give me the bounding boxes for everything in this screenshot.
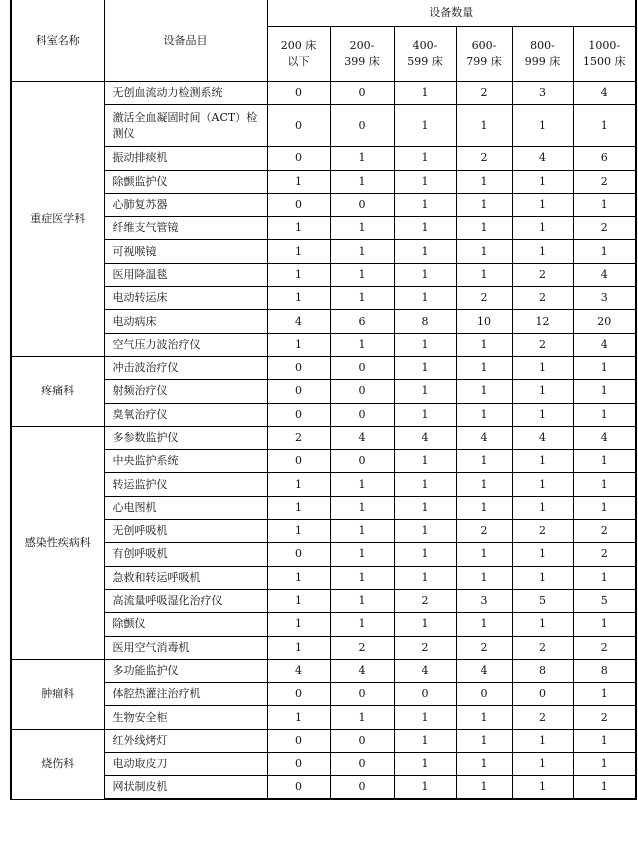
quantity-cell: 2: [330, 636, 394, 659]
quantity-cell: 0: [267, 193, 330, 216]
quantity-cell: 0: [330, 356, 394, 379]
quantity-cell: 1: [573, 380, 636, 403]
table-body: [11, 82, 636, 800]
quantity-cell: 6: [330, 310, 394, 333]
quantity-cell: 1: [394, 729, 456, 752]
table-row: [11, 356, 636, 379]
department-name: 感染性疾病科: [11, 426, 104, 659]
quantity-cell: 0: [267, 776, 330, 799]
quantity-cell: 2: [512, 287, 573, 310]
equipment-item: 无创呼吸机: [104, 520, 267, 543]
equipment-item: 除颤监护仪: [104, 170, 267, 193]
header-bed-range-line: 999 床: [524, 55, 561, 68]
table-row: [11, 380, 636, 403]
quantity-cell: 1: [267, 589, 330, 612]
quantity-cell: 2: [267, 426, 330, 449]
table-row: [11, 426, 636, 449]
equipment-item: 转运监护仪: [104, 473, 267, 496]
quantity-cell: 1: [456, 105, 512, 147]
header-department: 科室名称: [11, 0, 104, 82]
quantity-cell: 1: [330, 543, 394, 566]
table-row: [11, 566, 636, 589]
quantity-cell: 0: [394, 683, 456, 706]
table-row: [11, 170, 636, 193]
quantity-cell: 1: [330, 217, 394, 240]
quantity-cell: 1: [512, 566, 573, 589]
equipment-item: 除颤仪: [104, 613, 267, 636]
quantity-cell: 1: [394, 613, 456, 636]
equipment-item: 心电图机: [104, 496, 267, 519]
quantity-cell: 1: [512, 380, 573, 403]
quantity-cell: 1: [512, 170, 573, 193]
quantity-cell: 1: [512, 543, 573, 566]
quantity-cell: 1: [456, 473, 512, 496]
header-bed-range: [267, 27, 330, 82]
quantity-cell: 0: [267, 403, 330, 426]
equipment-item: 冲击波治疗仪: [104, 356, 267, 379]
quantity-cell: 1: [456, 753, 512, 776]
table-row: [11, 636, 636, 659]
quantity-cell: 2: [512, 636, 573, 659]
quantity-cell: 1: [267, 566, 330, 589]
quantity-cell: 1: [573, 496, 636, 519]
quantity-cell: 0: [267, 729, 330, 752]
quantity-cell: 1: [573, 193, 636, 216]
header-bed-range: [512, 27, 573, 82]
quantity-cell: 1: [394, 543, 456, 566]
quantity-cell: 0: [330, 450, 394, 473]
quantity-cell: 1: [456, 170, 512, 193]
quantity-cell: 0: [330, 753, 394, 776]
equipment-item: 网状制皮机: [104, 776, 267, 799]
table-row: [11, 193, 636, 216]
quantity-cell: 4: [573, 426, 636, 449]
quantity-cell: 3: [573, 287, 636, 310]
quantity-cell: 1: [512, 403, 573, 426]
table-row: [11, 729, 636, 752]
quantity-cell: 1: [512, 473, 573, 496]
quantity-cell: 1: [330, 589, 394, 612]
quantity-cell: 1: [267, 706, 330, 729]
header-quantity-group: 设备数量: [267, 0, 636, 27]
table-row: [11, 450, 636, 473]
quantity-cell: 2: [512, 706, 573, 729]
quantity-cell: 4: [512, 147, 573, 170]
quantity-cell: 4: [512, 426, 573, 449]
equipment-item: 射频治疗仪: [104, 380, 267, 403]
quantity-cell: 4: [456, 426, 512, 449]
quantity-cell: 0: [267, 543, 330, 566]
header-bed-range-line: 399 床: [344, 55, 380, 68]
table-row: [11, 217, 636, 240]
quantity-cell: 1: [330, 287, 394, 310]
quantity-cell: 1: [394, 706, 456, 729]
quantity-cell: 1: [394, 566, 456, 589]
header-bed-range-line: 599 床: [407, 55, 443, 68]
quantity-cell: 1: [394, 263, 456, 286]
quantity-cell: 1: [330, 473, 394, 496]
quantity-cell: 1: [330, 706, 394, 729]
department-name: 肿瘤科: [11, 659, 104, 729]
quantity-cell: 1: [330, 613, 394, 636]
quantity-cell: 1: [456, 613, 512, 636]
quantity-cell: 1: [512, 240, 573, 263]
quantity-cell: 1: [456, 543, 512, 566]
quantity-cell: 2: [456, 520, 512, 543]
quantity-cell: 1: [394, 333, 456, 356]
header-bed-range: [456, 27, 512, 82]
table-row: [11, 310, 636, 333]
header-bed-range-line: 799 床: [466, 55, 502, 68]
quantity-cell: 1: [394, 240, 456, 263]
quantity-cell: 1: [456, 450, 512, 473]
table-row: [11, 496, 636, 519]
quantity-cell: 1: [394, 170, 456, 193]
quantity-cell: 1: [267, 496, 330, 519]
header-bed-range-line: 200 床: [280, 39, 317, 52]
quantity-cell: 4: [573, 333, 636, 356]
department-name: 重症医学科: [11, 82, 104, 357]
equipment-item: 心肺复苏器: [104, 193, 267, 216]
quantity-cell: 1: [456, 729, 512, 752]
quantity-cell: 0: [512, 683, 573, 706]
quantity-cell: 1: [267, 170, 330, 193]
quantity-cell: 2: [512, 333, 573, 356]
table-row: [11, 659, 636, 682]
quantity-cell: 5: [573, 589, 636, 612]
quantity-cell: 1: [267, 240, 330, 263]
quantity-cell: 0: [267, 356, 330, 379]
quantity-cell: 1: [330, 566, 394, 589]
quantity-cell: 1: [456, 217, 512, 240]
quantity-cell: 0: [330, 403, 394, 426]
quantity-cell: 20: [573, 310, 636, 333]
quantity-cell: 0: [267, 147, 330, 170]
quantity-cell: 3: [512, 82, 573, 105]
equipment-item: 可视喉镜: [104, 240, 267, 263]
equipment-table: [10, 0, 637, 800]
table-row: [11, 543, 636, 566]
header-bed-range-line: 以下: [287, 55, 310, 68]
table-row: [11, 333, 636, 356]
equipment-item: 医用空气消毒机: [104, 636, 267, 659]
equipment-item: 体腔热灌注治疗机: [104, 683, 267, 706]
equipment-item: 中央监护系统: [104, 450, 267, 473]
quantity-cell: 1: [573, 240, 636, 263]
table-row: [11, 520, 636, 543]
quantity-cell: 1: [512, 729, 573, 752]
quantity-cell: 4: [573, 82, 636, 105]
quantity-cell: 1: [512, 450, 573, 473]
quantity-cell: 1: [267, 287, 330, 310]
quantity-cell: 1: [573, 683, 636, 706]
quantity-cell: 1: [267, 473, 330, 496]
quantity-cell: 2: [573, 706, 636, 729]
quantity-cell: 1: [394, 193, 456, 216]
quantity-cell: 1: [394, 356, 456, 379]
quantity-cell: 1: [394, 105, 456, 147]
table-row: [11, 706, 636, 729]
quantity-cell: 0: [267, 683, 330, 706]
quantity-cell: 2: [573, 520, 636, 543]
quantity-cell: 1: [573, 403, 636, 426]
quantity-cell: 1: [456, 240, 512, 263]
quantity-cell: 2: [394, 589, 456, 612]
quantity-cell: 0: [267, 380, 330, 403]
quantity-cell: 1: [573, 566, 636, 589]
quantity-cell: 1: [573, 473, 636, 496]
table-row: [11, 287, 636, 310]
quantity-cell: 0: [330, 683, 394, 706]
quantity-cell: 1: [456, 333, 512, 356]
table-row: [11, 753, 636, 776]
quantity-cell: 4: [573, 263, 636, 286]
quantity-cell: 1: [512, 193, 573, 216]
table-row: [11, 147, 636, 170]
quantity-cell: 1: [394, 287, 456, 310]
quantity-cell: 1: [456, 263, 512, 286]
equipment-item: 红外线烤灯: [104, 729, 267, 752]
equipment-item: 激活全血凝固时间（ACT）检测仪: [104, 105, 267, 147]
equipment-item: 无创血流动力检测系统: [104, 82, 267, 105]
quantity-cell: 1: [394, 450, 456, 473]
equipment-item: 电动取皮刀: [104, 753, 267, 776]
quantity-cell: 4: [267, 659, 330, 682]
quantity-cell: 1: [330, 147, 394, 170]
quantity-cell: 3: [456, 589, 512, 612]
quantity-cell: 1: [394, 473, 456, 496]
quantity-cell: 1: [456, 356, 512, 379]
equipment-item: 高流量呼吸湿化治疗仪: [104, 589, 267, 612]
quantity-cell: 2: [456, 636, 512, 659]
quantity-cell: 0: [330, 193, 394, 216]
header-bed-range: [573, 27, 636, 82]
quantity-cell: 1: [512, 105, 573, 147]
table-row: [11, 776, 636, 799]
equipment-item: 生物安全柜: [104, 706, 267, 729]
quantity-cell: 0: [330, 82, 394, 105]
quantity-cell: 1: [267, 636, 330, 659]
quantity-cell: 0: [267, 105, 330, 147]
quantity-cell: 0: [330, 105, 394, 147]
department-name: 疼痛科: [11, 356, 104, 426]
quantity-cell: 2: [573, 543, 636, 566]
quantity-cell: 1: [330, 263, 394, 286]
quantity-cell: 8: [394, 310, 456, 333]
quantity-cell: 0: [330, 776, 394, 799]
quantity-cell: 1: [394, 753, 456, 776]
quantity-cell: 4: [394, 426, 456, 449]
department-name: 烧伤科: [11, 729, 104, 799]
quantity-cell: 1: [573, 356, 636, 379]
quantity-cell: 12: [512, 310, 573, 333]
quantity-cell: 2: [456, 287, 512, 310]
header-bed-range: [394, 27, 456, 82]
quantity-cell: 1: [456, 403, 512, 426]
quantity-cell: 1: [394, 403, 456, 426]
quantity-cell: 0: [267, 753, 330, 776]
quantity-cell: 1: [573, 613, 636, 636]
quantity-cell: 8: [573, 659, 636, 682]
quantity-cell: 2: [456, 147, 512, 170]
quantity-cell: 1: [512, 753, 573, 776]
quantity-cell: 1: [456, 566, 512, 589]
header-bed-range-line: 1000-: [588, 39, 621, 52]
header-bed-range-line: 200-: [349, 39, 375, 52]
header-bed-range-line: 800-: [530, 39, 555, 52]
table-row: [11, 263, 636, 286]
header-bed-range: [330, 27, 394, 82]
table-row: [11, 403, 636, 426]
quantity-cell: 1: [394, 496, 456, 519]
quantity-cell: 1: [394, 776, 456, 799]
quantity-cell: 1: [512, 217, 573, 240]
quantity-cell: 0: [330, 729, 394, 752]
quantity-cell: 4: [456, 659, 512, 682]
header-bed-range-line: 1500 床: [583, 55, 626, 68]
table-row: [11, 613, 636, 636]
quantity-cell: 1: [394, 147, 456, 170]
quantity-cell: 1: [330, 520, 394, 543]
quantity-cell: 1: [456, 776, 512, 799]
quantity-cell: 1: [394, 82, 456, 105]
quantity-cell: 1: [573, 753, 636, 776]
quantity-cell: 1: [267, 520, 330, 543]
quantity-cell: 2: [573, 636, 636, 659]
quantity-cell: 1: [267, 613, 330, 636]
quantity-cell: 4: [330, 659, 394, 682]
equipment-item: 多功能监护仪: [104, 659, 267, 682]
quantity-cell: 1: [394, 380, 456, 403]
quantity-cell: 1: [456, 706, 512, 729]
quantity-cell: 1: [267, 333, 330, 356]
quantity-cell: 1: [573, 105, 636, 147]
table-row: [11, 683, 636, 706]
header-equipment-item: 设备品目: [104, 0, 267, 82]
quantity-cell: 2: [573, 170, 636, 193]
quantity-cell: 1: [394, 217, 456, 240]
quantity-cell: 1: [330, 170, 394, 193]
quantity-cell: 1: [573, 450, 636, 473]
table-row: [11, 240, 636, 263]
quantity-cell: 1: [573, 776, 636, 799]
quantity-cell: 10: [456, 310, 512, 333]
quantity-cell: 1: [330, 240, 394, 263]
quantity-cell: 2: [512, 263, 573, 286]
quantity-cell: 1: [330, 333, 394, 356]
equipment-item: 纤维支气管镜: [104, 217, 267, 240]
quantity-cell: 5: [512, 589, 573, 612]
equipment-item: 急救和转运呼吸机: [104, 566, 267, 589]
quantity-cell: 2: [573, 217, 636, 240]
equipment-item: 多参数监护仪: [104, 426, 267, 449]
equipment-item: 医用降温毯: [104, 263, 267, 286]
quantity-cell: 1: [267, 217, 330, 240]
equipment-item: 电动转运床: [104, 287, 267, 310]
quantity-cell: 0: [330, 380, 394, 403]
quantity-cell: 0: [267, 450, 330, 473]
quantity-cell: 0: [267, 82, 330, 105]
quantity-cell: 1: [456, 193, 512, 216]
quantity-cell: 2: [512, 520, 573, 543]
quantity-cell: 4: [267, 310, 330, 333]
quantity-cell: 1: [512, 613, 573, 636]
header-bed-range-line: 600-: [471, 39, 497, 52]
equipment-item: 有创呼吸机: [104, 543, 267, 566]
quantity-cell: 4: [394, 659, 456, 682]
quantity-cell: 8: [512, 659, 573, 682]
table-row: [11, 105, 636, 147]
quantity-cell: 1: [512, 496, 573, 519]
quantity-cell: 6: [573, 147, 636, 170]
quantity-cell: 1: [573, 729, 636, 752]
quantity-cell: 2: [456, 82, 512, 105]
table-row: [11, 82, 636, 105]
quantity-cell: 1: [456, 496, 512, 519]
quantity-cell: 2: [394, 636, 456, 659]
header-bed-range-line: 400-: [412, 39, 438, 52]
equipment-item: 空气压力波治疗仪: [104, 333, 267, 356]
quantity-cell: 1: [512, 356, 573, 379]
quantity-cell: 4: [330, 426, 394, 449]
quantity-cell: 1: [267, 263, 330, 286]
quantity-cell: 0: [456, 683, 512, 706]
equipment-item: 电动病床: [104, 310, 267, 333]
quantity-cell: 1: [330, 496, 394, 519]
equipment-item: 振动排痰机: [104, 147, 267, 170]
quantity-cell: 1: [512, 776, 573, 799]
equipment-item: 臭氧治疗仪: [104, 403, 267, 426]
table-row: [11, 473, 636, 496]
table-row: [11, 589, 636, 612]
quantity-cell: 1: [394, 520, 456, 543]
quantity-cell: 1: [456, 380, 512, 403]
